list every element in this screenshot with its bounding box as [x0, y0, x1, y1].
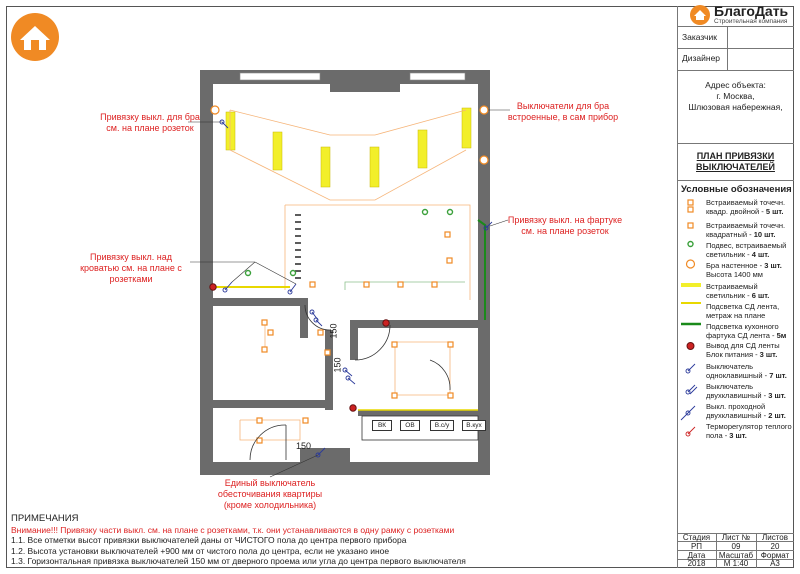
notes-heading: ПРИМЕЧАНИЯ [11, 513, 79, 524]
legend-symbols [679, 196, 703, 441]
stamp-sheets-value: 20 [770, 542, 780, 551]
notes-section [11, 514, 671, 567]
customer-label: Заказчик [682, 32, 717, 42]
legend-item-switch-single: Выключатель одноклавишный - 7 шт. [706, 362, 787, 380]
company-logo-icon [8, 10, 62, 62]
legend-item-pass-switch: Выкл. проходной двухклавишный - 2 шт. [706, 402, 786, 420]
stamp-stage-label: Стадия [682, 533, 711, 542]
object-address: Адрес объекта: г. Москва, Шлюзовая набережная, [688, 80, 783, 112]
designer-label: Дизайнер [682, 53, 721, 63]
notes-line-3: 1.3. Горизонтальная привязка выключателей 150 мм от дверного проема или угла до центра первого выключателя [11, 556, 466, 566]
stamp-scale-value: М 1:40 [723, 559, 749, 568]
stamp-sheet-value: 09 [731, 542, 741, 551]
brand-logo-icon [689, 4, 711, 26]
appliance-vk: ВК [372, 420, 392, 431]
legend-item-switch-double: Выключатель двухклавишный - 3 шт. [706, 382, 786, 400]
notes-line-1: 1.1. Все отметки высот привязки выключателей даны от ЧИСТОГО пола до центра первого прибора [11, 535, 407, 545]
dimension-3: 150 [296, 441, 312, 451]
legend-item-square-spot: Встраиваемый точечн. квадратный - 10 шт. [706, 221, 786, 239]
legend-heading: Условные обозначения [681, 184, 792, 195]
pendant-lights [246, 210, 453, 276]
legend-item-thermostat: Терморегулятор теплого пола - 3 шт. [706, 422, 792, 440]
note-backsplash-switch: Привязку выкл. на фартуке см. на плане розеток [507, 215, 623, 236]
legend-item-led-strip: Подсветка СД лента, метраж на плане [706, 302, 780, 320]
wiring [230, 110, 470, 440]
brand-name: БлагоДать [714, 3, 789, 19]
stamp-date-label: Дата [687, 551, 706, 560]
sheet-title: ПЛАН ПРИВЯЗКИ ВЫКЛЮЧАТЕЛЕЙ [696, 151, 775, 172]
note-sconce-switch: Привязку выкл. для бра см. на плане розеток [100, 112, 200, 133]
legend-item-led-output: Вывод для СД ленты Блок питания - 3 шт. [706, 341, 780, 359]
appliance-vkuh: В.кух [462, 420, 486, 431]
dimension-1: 150 [328, 323, 339, 339]
legend-item-kitchen-led: Подсветка кухонного фартука СД лента - 5м [706, 322, 787, 340]
stamp-format-label: Формат [760, 551, 790, 560]
appliance-vsu: В.с/у [430, 420, 454, 431]
walls [200, 70, 490, 475]
notes-line-2: 1.2. Высота установки выключателей +900 мм от чистого пола до центра, если не указано иное [11, 545, 390, 556]
brand-subtitle: Строительная компания [714, 18, 788, 25]
dimension-2: 150 [332, 357, 343, 373]
ceiling-lights-yellow [226, 108, 471, 187]
notes-warning: Внимание!!! Привязку части выкл. см. на плане с розетками, т.к. они устанавливаются в одну рамку с розетками [11, 524, 455, 535]
legend-item-builtin-light: Встраиваемый светильник - 6 шт. [706, 282, 770, 300]
radiator [295, 215, 301, 278]
stamp-stage-value: РП [690, 542, 703, 551]
note-sconce-built-in: Выключатели для бра встроенные, в сам прибор [507, 101, 619, 122]
appliance-ov: ОВ [400, 420, 420, 431]
legend-item-sconce: Бра настенное - 3 шт. Высота 1400 мм [706, 261, 782, 279]
stamp-scale-label: Масштаб [718, 551, 754, 560]
stamp-date-value: 2018 [687, 559, 706, 568]
legend-item-pendant: Подвес, встраиваемый светильник - 4 шт. [706, 241, 787, 259]
stamp-sheet-label: Лист № [721, 533, 751, 542]
note-master-switch: Единый выключатель обесточивания квартиры (кроме холодильника) [217, 478, 323, 510]
stamp-format-value: А3 [770, 559, 780, 568]
stamp-sheets-label: Листов [762, 533, 788, 542]
note-bed-switch: Привязку выкл. над кроватью см. на плане с розетками [80, 252, 182, 284]
legend-item-double-spot: Встраиваемый точечн. квадр. двойной - 5 шт. [706, 198, 786, 216]
